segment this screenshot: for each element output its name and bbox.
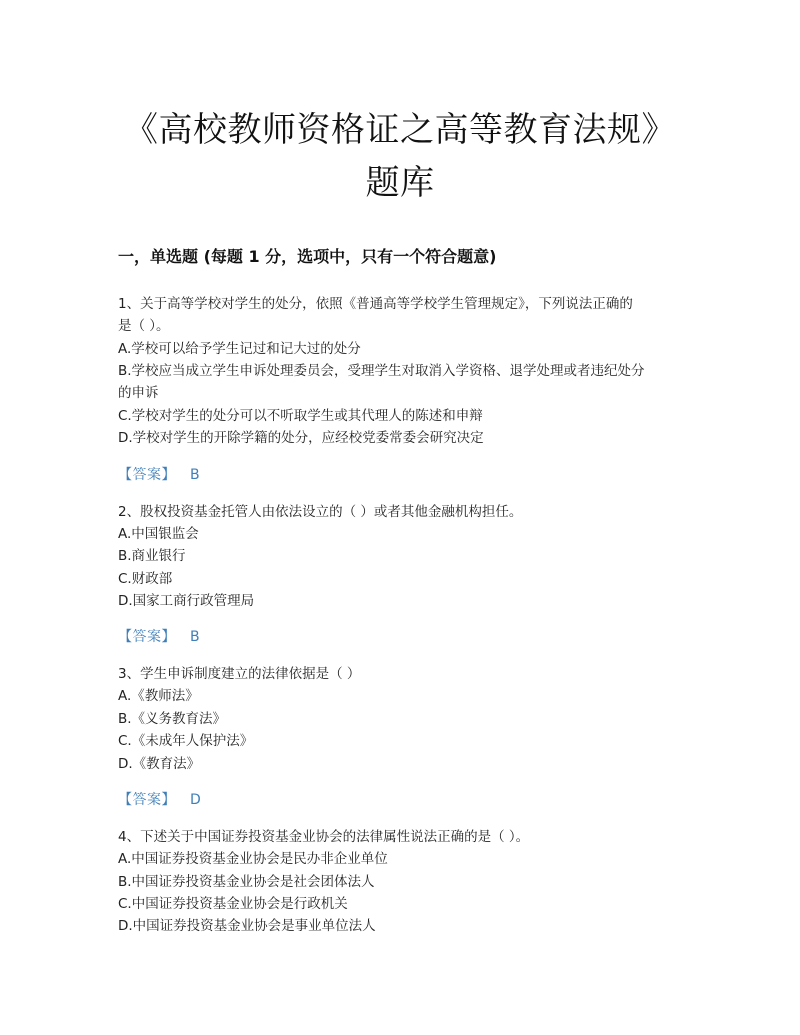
question-3-option-a: A.《教师法》 xyxy=(118,688,199,704)
question-1-stem-line-1: 1、关于高等学校对学生的处分，依照《普通高等学校学生管理规定》，下列说法正确的 xyxy=(118,296,633,312)
question-4-option-a: A.中国证券投资基金业协会是民办非企业单位 xyxy=(118,851,388,867)
question-2-option-d: D.国家工商行政管理局 xyxy=(118,593,255,609)
question-1-option-b-line-1: B.学校应当成立学生申诉处理委员会，受理学生对取消入学资格、退学处理或者违纪处分 xyxy=(118,363,645,379)
document-title-line-1: 《高校教师资格证之高等教育法规》 xyxy=(124,110,676,150)
question-1-option-a: A.学校可以给予学生记过和记大过的处分 xyxy=(118,341,361,357)
answer-value: D xyxy=(190,792,201,808)
question-1-stem-line-2: 是（ ）。 xyxy=(118,318,170,334)
question-3-option-d: D.《教育法》 xyxy=(118,756,201,772)
question-1-option-c: C.学校对学生的处分可以不听取学生或其代理人的陈述和申辩 xyxy=(118,408,483,424)
question-4-option-c: C.中国证券投资基金业协会是行政机关 xyxy=(118,896,348,912)
section-heading: 一，单选题 (每题 1 分，选项中，只有一个符合题意) xyxy=(118,247,497,266)
question-2-answer xyxy=(118,627,200,647)
question-2-option-a: A.中国银监会 xyxy=(118,526,199,542)
question-2-option-c: C.财政部 xyxy=(118,571,173,587)
question-3-stem: 3、学生申诉制度建立的法律依据是（ ） xyxy=(118,666,361,682)
answer-label: 【答案】 xyxy=(118,629,176,645)
question-4-option-b: B.中国证券投资基金业协会是社会团体法人 xyxy=(118,874,375,890)
answer-label: 【答案】 xyxy=(118,467,176,483)
answer-value: B xyxy=(190,467,200,483)
question-2-stem: 2、股权投资基金托管人由依法设立的（ ）或者其他金融机构担任。 xyxy=(118,504,523,520)
question-4-option-d: D.中国证券投资基金业协会是事业单位法人 xyxy=(118,918,376,934)
question-4-stem: 4、下述关于中国证券投资基金业协会的法律属性说法正确的是（ ）。 xyxy=(118,829,530,845)
question-2-option-b: B.商业银行 xyxy=(118,548,186,564)
answer-value: B xyxy=(190,629,200,645)
question-3-answer xyxy=(118,790,201,810)
question-1-option-d: D.学校对学生的开除学籍的处分，应经校党委常委会研究决定 xyxy=(118,430,484,446)
document-title-line-2: 题库 xyxy=(365,163,435,203)
question-1-option-b-line-2: 的申诉 xyxy=(118,385,159,401)
question-3-option-c: C.《未成年人保护法》 xyxy=(118,733,254,749)
answer-label: 【答案】 xyxy=(118,792,176,808)
question-1-answer xyxy=(118,465,200,485)
question-3-option-b: B.《义务教育法》 xyxy=(118,711,227,727)
